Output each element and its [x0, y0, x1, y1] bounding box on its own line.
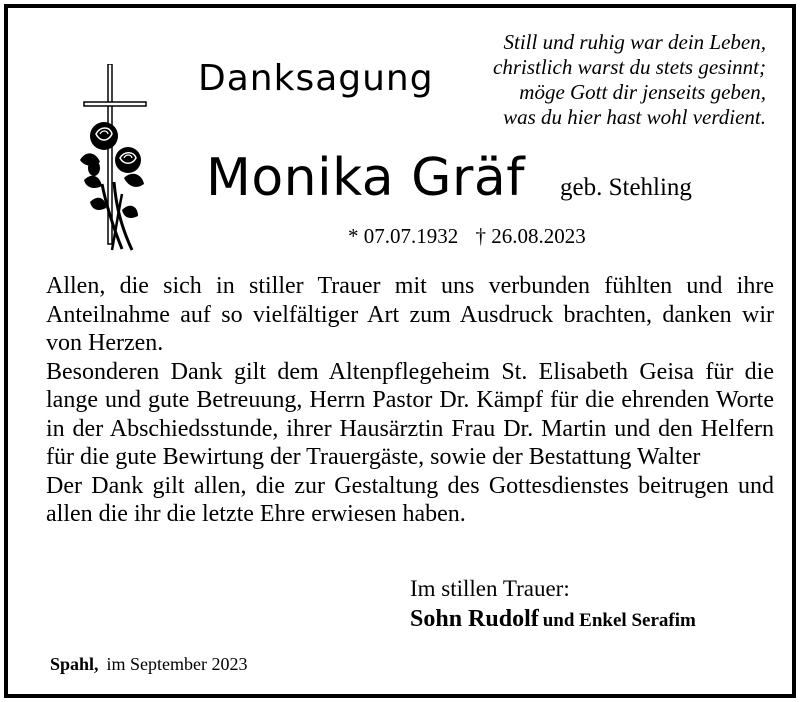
- thanks-text: [46, 272, 774, 529]
- poem: [448, 30, 766, 130]
- poem-line: christlich warst du stets gesinnt;: [493, 55, 766, 79]
- poem-line: möge Gott dir jenseits geben,: [519, 80, 766, 104]
- thanks-paragraph: Besonderen Dank gilt dem Altenpflegeheim St. Elisabeth Geisa für die lange und gute Betreuung, Herrn Pastor Dr. Kämpf für die ehrenden Worte in der Abschiedsstunde, ihrer Hausärztin Frau Dr. Martin und den Helfern für die gute Bewirtung der Trauergäste, sowie der Bestattung Walter: [46, 358, 774, 470]
- cross-with-roses-icon: [72, 64, 152, 254]
- death-date: † 26.08.2023: [475, 224, 586, 248]
- place: Spahl,: [50, 654, 99, 674]
- thanks-paragraph: Allen, die sich in stiller Trauer mit uns verbunden fühlten und ihre Anteilnahme auf so vielfältiger Art zum Ausdruck brachten, danken wir von Herzen.: [46, 273, 774, 356]
- signature-secondary: und Enkel Serafim: [542, 610, 696, 631]
- maiden-name: geb. Stehling: [560, 174, 692, 201]
- heading: Danksagung: [198, 58, 434, 99]
- poem-line: Still und ruhig war dein Leben,: [503, 30, 766, 54]
- signature-intro: Im stillen Trauer:: [410, 576, 570, 601]
- birth-date: * 07.07.1932: [348, 224, 459, 248]
- date: im September 2023: [106, 654, 248, 674]
- poem-line: was du hier hast wohl verdient.: [503, 105, 766, 129]
- deceased-name: Monika Gräf: [206, 148, 526, 208]
- signature-primary: Sohn Rudolf: [410, 606, 539, 632]
- signature-names: [410, 606, 696, 633]
- obituary-notice: [4, 4, 796, 698]
- life-dates: [348, 224, 586, 249]
- thanks-paragraph: Der Dank gilt allen, die zur Gestaltung des Gottesdienstes beitrugen und allen die ihr die letzte Ehre erwiesen haben.: [46, 472, 774, 527]
- place-date: [50, 654, 248, 675]
